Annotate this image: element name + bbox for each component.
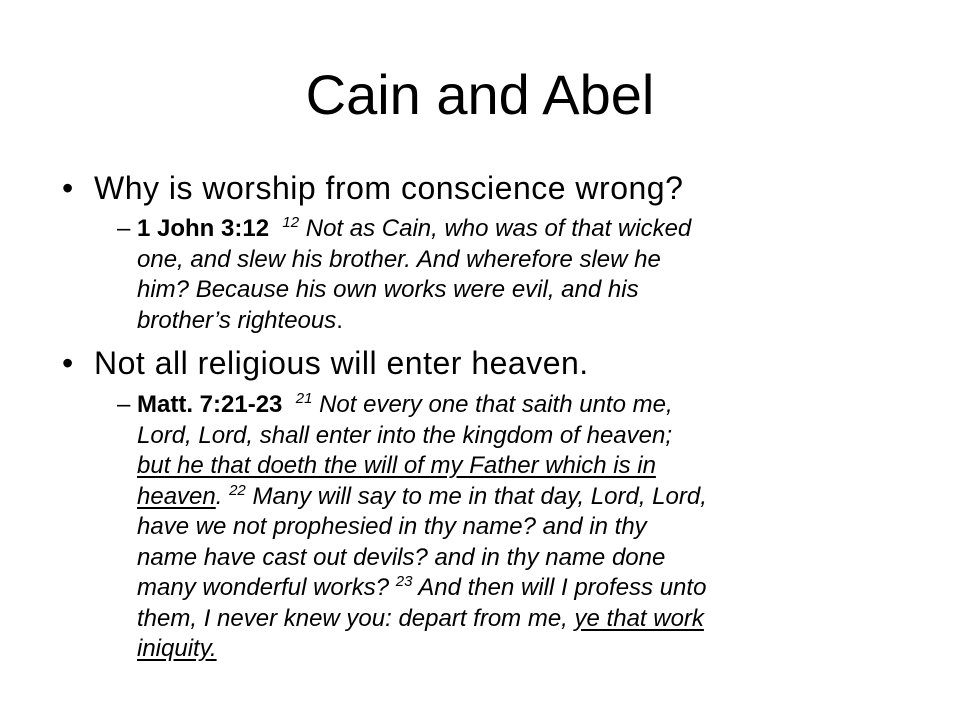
verse-number: 22 [229,481,246,499]
scripture-quote [137,390,907,665]
quote-line: have we not prophesied in thy name? and in thy [137,513,647,540]
scripture-quote [137,214,907,336]
bullet-dot: • [62,345,74,381]
period: . [215,482,223,510]
quote-text: And then will I profess unto [418,574,707,601]
underlined-text: ye that work [574,604,704,632]
quote-text: Not as Cain, who was of that wicked [305,215,692,242]
period: . [209,635,217,662]
quote-text: many wonderful works? [137,574,390,601]
quote-text: Not every one that saith unto me, [319,391,673,418]
bullet-text: Why is worship from conscience wrong? [94,170,684,206]
underlined-text: heaven [137,482,216,510]
quote-line: Lord, Lord, shall enter into the kingdom of heaven; [137,421,673,449]
dash-marker: – [117,215,131,242]
dash-marker: – [117,391,131,418]
quote-line: him? Because his own works were evil, and his [137,276,639,303]
scripture-reference: 1 John 3:12 [137,215,270,242]
quote-line [137,390,907,421]
quote-line [137,482,907,513]
underlined-text: iniquity [137,635,210,662]
quote-line: one, and slew his brother. And wherefore slew he [137,245,661,273]
bullet-dot: • [62,170,74,206]
quote-line [137,573,907,604]
slide-title: Cain and Abel [305,63,655,126]
quote-line [137,451,907,482]
scripture-reference: Matt. 7:21-23 [137,391,283,418]
quote-text: Many will say to me in that day, Lord, Lord, [252,482,707,510]
quote-line [137,214,907,245]
period: . [336,306,343,334]
verse-number: 12 [282,214,300,231]
bullet-text: Not all religious will enter heaven. [94,345,589,381]
quote-line: name have cast out devils? and in thy name done [137,543,666,571]
quote-line [137,604,907,635]
quote-line [137,306,907,337]
underlined-text: but he that doeth the will of my Father which is in [137,452,656,479]
verse-number: 23 [395,573,413,590]
quote-line [137,634,907,665]
verse-number: 21 [295,390,313,407]
quote-text: brother’s righteous [137,306,337,334]
quote-text: them, I never knew you: depart from me, [137,604,568,632]
